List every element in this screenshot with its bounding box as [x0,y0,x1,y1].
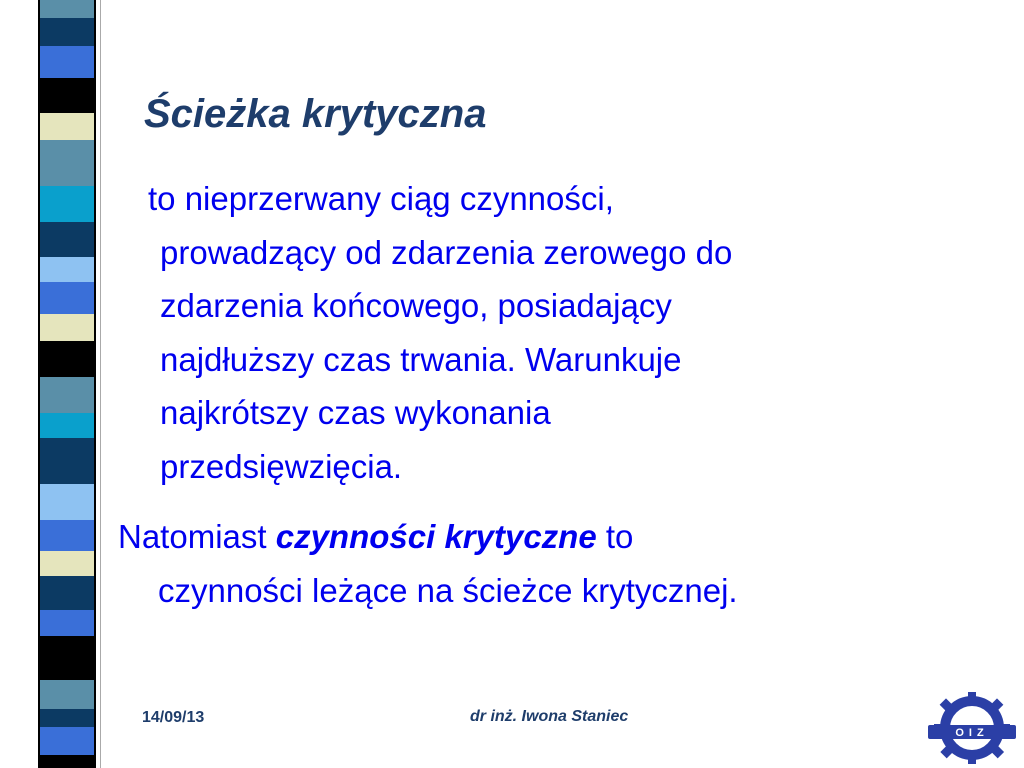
definition-line: przedsięwzięcia. [160,447,403,485]
critical-term: czynności krytyczne [275,518,597,555]
stripe-border-right [94,0,96,768]
stripe-block [40,709,94,727]
critical-activities-paragraph [118,510,988,617]
stripe-block [40,314,94,341]
decorative-stripe [0,0,120,768]
stripe-block [40,46,94,78]
stripe-shadow-line [100,0,101,768]
critical-continuation: czynności leżące na ścieżce krytycznej. [158,571,738,609]
stripe-block [40,576,94,610]
stripe-margin [0,0,38,768]
logo-text: OIZ [955,727,989,739]
stripe-block [40,438,94,484]
critical-suffix: to [596,518,634,555]
stripe-blocks [40,0,94,768]
stripe-block [40,520,94,551]
stripe-block [40,377,94,413]
stripe-block [40,413,94,438]
stripe-block [40,140,94,186]
stripe-block [40,636,94,680]
critical-prefix: Natomiast [118,518,276,555]
stripe-block [40,551,94,576]
definition-line: najkrótszy czas wykonania [160,394,551,431]
critical-activities-first-line [118,510,988,564]
definition-paragraph [148,172,968,493]
stripe-block [40,282,94,314]
definition-line: prowadzący od zdarzenia zerowego do [160,233,733,271]
definition-line: najdłuższy czas trwania. Warunkuje [160,340,682,378]
stripe-block [40,257,94,282]
slide-title: Ścieżka krytyczna [144,92,487,136]
stripe-block [40,186,94,222]
stripe-block [40,727,94,755]
stripe-block [40,222,94,257]
stripe-border-left [38,0,40,768]
stripe-block [40,680,94,709]
university-gear-logo-icon [926,692,1018,764]
stripe-block [40,610,94,636]
definition-line: zdarzenia końcowego, posiadający [160,287,672,324]
stripe-block [40,755,94,768]
stripe-block [40,0,94,18]
footer-date: 14/09/13 [142,709,205,726]
stripe-block [40,341,94,377]
stripe-block [40,18,94,46]
stripe-block [40,78,94,113]
stripe-block [40,113,94,140]
stripe-block [40,484,94,520]
footer-author: dr inż. Iwona Staniec [470,708,629,725]
definition-line: to nieprzerwany ciąg czynności, [148,180,614,217]
